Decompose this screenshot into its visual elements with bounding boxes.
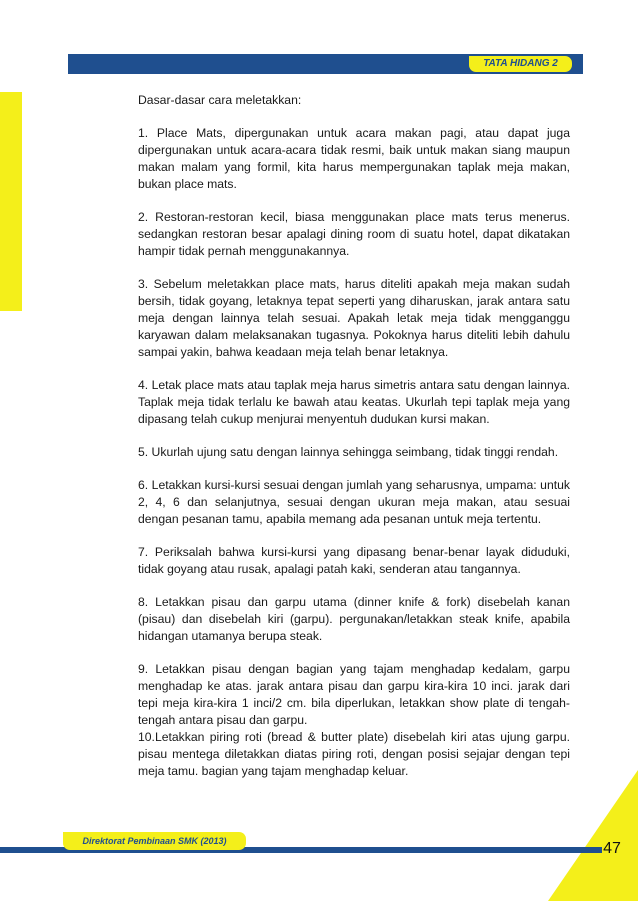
page-body	[138, 92, 570, 796]
section-label: TATA HIDANG 2	[469, 56, 572, 72]
page-number: 47	[603, 840, 621, 857]
corner-accent-triangle	[548, 770, 638, 901]
list-item: 6. Letakkan kursi-kursi sesuai dengan jumlah yang seharusnya, umpama: untuk 2, 4, 6 dan selanjutnya, sesuai dengan ukuran meja makan, atau sesuai dengan pesanan tamu, apabila memang ada pesanan untuk meja tertentu.	[138, 478, 570, 526]
list-item: 7. Periksalah bahwa kursi-kursi yang dipasang benar-benar layak diduduki, tidak goyang atau rusak, apalagi patah kaki, senderan atau tangannya.	[138, 545, 570, 576]
intro-text: Dasar-dasar cara meletakkan:	[138, 93, 302, 107]
list-item: 8. Letakkan pisau dan garpu utama (dinner knife & fork) disebelah kanan (pisau) dan disebelah kiri (garpu). pergunakan/letakkan steak knife, apabila hidangan utamanya berupa steak.	[138, 595, 570, 643]
publisher-label: Direktorat Pembinaan SMK (2013)	[63, 832, 246, 850]
list-item: 9. Letakkan pisau dengan bagian yang tajam menghadap kedalam, garpu menghadap ke atas. jarak antara pisau dan garpu kira-kira 10 inci. jarak dari tepi meja kira-kira 1 inci/2 cm. bila diperlukan, letakkan show plate di tengah- tengah antara pisau dan garpu.	[138, 662, 570, 727]
list-item: 1. Place Mats, dipergunakan untuk acara makan pagi, atau dapat juga dipergunakan untuk acara-acara tidak resmi, baik untuk makan siang maupun makan malam yang formil, kita harus mempergunakan taplak meja makan, bukan place mats.	[138, 126, 570, 191]
list-item: 4. Letak place mats atau taplak meja harus simetris antara satu dengan lainnya. Taplak meja tidak terlalu ke bawah atau keatas. Ukurlah tepi taplak meja yang dipasang telah cukup menjurai menyentuh dudukan kursi makan.	[138, 378, 570, 426]
list-item: 10.Letakkan piring roti (bread & butter plate) disebelah kiri atas ujung garpu. pisau mentega diletakkan diatas piring roti, dengan posisi sejajar dengan tepi meja tamu. bagian yang tajam menghadap keluar.	[138, 730, 570, 778]
list-item: 2. Restoran-restoran kecil, biasa menggunakan place mats terus menerus. sedangkan restoran besar apalagi dining room di suatu hotel, dapat dikatakan hampir tidak pernah menggunakannya.	[138, 210, 570, 258]
list-item: 3. Sebelum meletakkan place mats, harus diteliti apakah meja makan sudah bersih, tidak goyang, letaknya tepat seperti yang diharuskan, jarak antara satu meja dengan lainnya telah sesuai. Apakah letak meja tidak mengganggu karyawan dalam melaksanakan tugasnya. Pokoknya harus diteliti lebih dahulu sampai yakin, bahwa keadaan meja telah benar letaknya.	[138, 277, 570, 359]
list-item: 5. Ukurlah ujung satu dengan lainnya sehingga seimbang, tidak tinggi rendah.	[138, 445, 559, 459]
left-accent-bar	[0, 92, 22, 311]
